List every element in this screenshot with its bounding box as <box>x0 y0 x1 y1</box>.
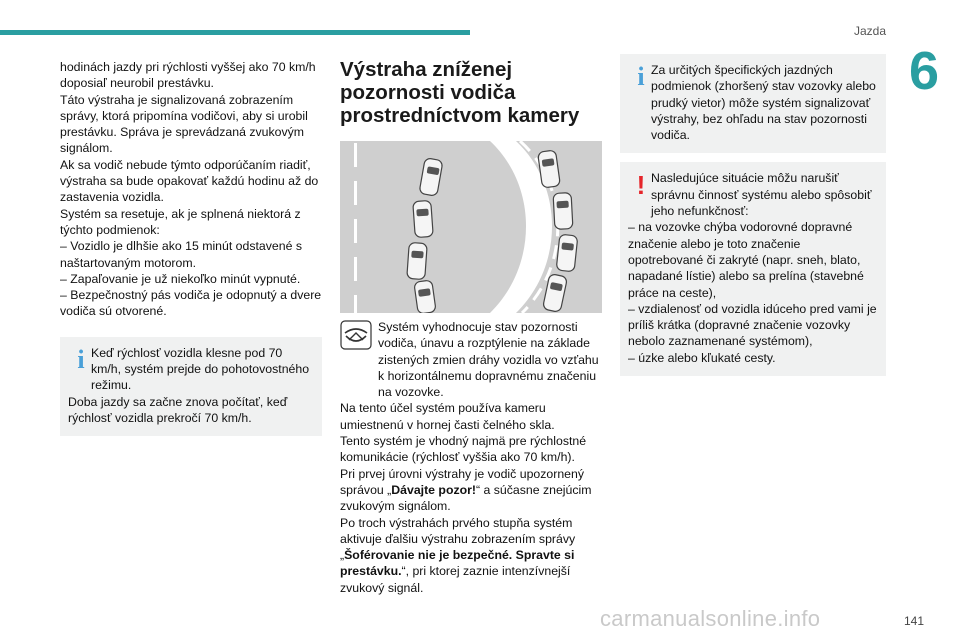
alert-message: Dávajte pozor! <box>391 482 476 497</box>
info-text: Za určitých špecifických jazdných podmienok (zhoršený stav vozovky alebo prudký vietor) môže systém signalizovať výstrahy, bez ohľadu na stav pozornosti vodiča. <box>651 63 876 143</box>
paragraph: Ak sa vodič nebude týmto odporúčaním riadiť, výstraha sa bude opakovať každú hodinu až do zastavenia vozidla. <box>60 157 319 205</box>
info-text: Keď rýchlosť vozidla klesne pod 70 km/h, systém prejde do pohotovostného režimu. <box>91 345 310 393</box>
text-fragment: Pri prvej úrovni výstrahy je vodič upozornený správou „ <box>340 466 584 497</box>
text-fragment: “, pri ktorej zaznie intenzívnejší zvukový signál. <box>340 564 571 595</box>
paragraph: Táto výstraha je signalizovaná zobrazením správy, ktorá pripomína vodičovi, aby si urobil prestávku. Správa je sprevádzaná zvukovým signálom. <box>60 92 308 156</box>
warning-box <box>620 162 886 376</box>
list-item: – Vozidlo je dlhšie ako 15 minút odstavené s naštartovaným motorom. <box>60 239 302 270</box>
header-accent-bar <box>0 30 470 35</box>
list-item: – vzdialenosť od vozidla idúceho pred vami je príliš krátka (dopravné značenie vozovky nebolo zaznamenané systémom), <box>628 301 877 349</box>
alert-message: Šoférovanie nie je bezpečné. Spravte si prestávku. <box>340 548 575 579</box>
list-item: – Zapaľovanie je už niekoľko minút vypnuté. <box>60 271 301 286</box>
lane-departure-illustration <box>340 141 602 313</box>
driver-attention-icon <box>340 320 372 350</box>
column-2 <box>340 58 602 596</box>
text-fragment: “ a súčasne znejúcim zvukovým signálom. <box>340 482 592 514</box>
paragraph: Systém sa resetuje, ak je splnená niektorá z týchto podmienok: <box>60 206 301 237</box>
paragraph: Tento systém je vhodný najmä pre rýchlostné komunikácie (rýchlosť vyššia ako 70 km/h). <box>340 434 587 465</box>
column-3 <box>620 54 886 376</box>
warning-icon: ! <box>636 170 646 201</box>
section-title: Jazda <box>853 24 886 38</box>
text-fragment: Po troch výstrahách prvého stupňa systém aktivuje ďalšiu výstrahu zobrazením správy „ <box>340 515 576 563</box>
page-number: 141 <box>903 614 924 628</box>
info-box <box>60 337 322 436</box>
paragraph: hodinách jazdy pri rýchlosti vyššej ako 70 km/h doposiaľ neurobil prestávku. <box>60 60 316 91</box>
description-text: Systém vyhodnocuje stav pozornosti vodiča, únavu a rozptýlenie na základe zistených zmien dráhy vozidla vo vzťahu k horizontálnemu dopravnému značeniu na vozovke. <box>378 320 599 400</box>
section-heading: Výstraha zníženej pozornosti vodiča prostredníctvom kamery <box>340 58 580 127</box>
info-box <box>620 54 886 153</box>
info-icon: i <box>637 62 645 91</box>
info-text: Doba jazdy sa začne znova počítať, keď rýchlosť vozidla prekročí 70 km/h. <box>68 394 288 425</box>
list-item: – Bezpečnostný pás vodiča je odopnutý a dvere vodiča sú otvorené. <box>60 288 322 319</box>
list-item: – na vozovke chýba vodorovné dopravné značenie alebo je toto značenie opotrebované či zakryté (napr. sneh, blato, napadané lístie) alebo sa prelína (stavebné práce na ceste), <box>628 220 864 300</box>
system-description <box>340 319 602 400</box>
warning-text: Nasledujúce situácie môžu narušiť správnu činnosť systému alebo spôsobiť jeho nefunkčnosť: <box>651 171 872 219</box>
watermark: carmanualsonline.info <box>600 606 821 631</box>
info-icon: i <box>77 344 85 374</box>
paragraph <box>340 466 602 515</box>
column-1 <box>60 59 322 436</box>
list-item: – úzke alebo kľukaté cesty. <box>628 350 776 365</box>
paragraph <box>340 515 602 596</box>
chapter-number: 6 <box>908 41 940 101</box>
paragraph: Na tento účel systém používa kameru umiestnenú v hornej časti čelného skla. <box>340 401 555 432</box>
